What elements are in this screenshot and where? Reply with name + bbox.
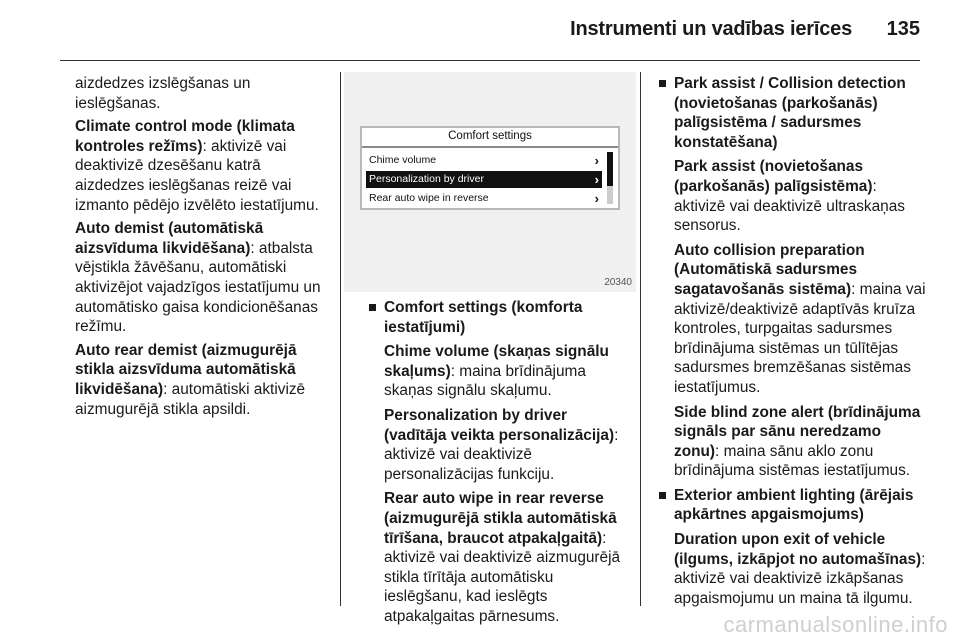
personalization-title: Personalization by driver (vadītāja veikta personalizācija) (384, 406, 615, 444)
rear-demist-text: : automātiski aktivizē aizmugurējā stikla apsildi. (75, 380, 306, 418)
header-divider (60, 60, 920, 61)
exterior-lighting-bullet (658, 486, 928, 525)
column-divider-2 (640, 72, 641, 606)
park-assist-title: Park assist (novietošanas (parkošanās) palīgsistēma) (674, 158, 873, 195)
chevron-right-icon: › (594, 172, 599, 187)
comfort-settings-figure (344, 72, 636, 292)
menu-item-rear-wipe (366, 190, 602, 207)
personalization-text: : aktivizē vai deaktivizē personalizācijas funkciju. (384, 426, 619, 483)
climate-text: : aktivizē vai deaktivizē dzesēšanu katrā aizdedzes ieslēgšanas reizē vai izmanto pēdējo izvēlēto iestatījumu. (75, 137, 319, 214)
bullet-square-icon (659, 492, 666, 499)
personalization-paragraph (368, 406, 628, 484)
comfort-settings-title: Comfort settings (komforta iestatījumi) (384, 299, 583, 336)
demist-title: Auto demist (automātiskā aizsvīduma likvidēšana) (75, 220, 264, 257)
chime-title: Chime volume (skaņas signālu skaļums) (384, 343, 609, 380)
park-assist-bullet (658, 74, 928, 152)
rear-wipe-title: Rear auto wipe in rear reverse (aizmugurējā stikla automātiskā tīrīšana, braucot atpakaļgaitā) (384, 490, 617, 547)
page-title: Instrumenti un vadības ierīces (570, 18, 852, 40)
menu-item-label: Chime volume (369, 154, 437, 166)
page-header (0, 0, 960, 62)
demist-text: : atbalsta vējstikla žāvēšanu, automātiski aktivizējot vajadzīgos iestatījumu un automātisko gaisa kondicionēšanas režīmu. (75, 239, 321, 336)
duration-title: Duration upon exit of vehicle (ilgums, izkāpjot no automašīnas) (674, 531, 922, 568)
screen-scrollbar (607, 152, 613, 204)
watermark: carmanualsonline.info (723, 612, 948, 637)
park-assist-paragraph (658, 157, 928, 235)
rear-demist-title: Auto rear demist (aizmugurējā stikla aizsvīduma automātiskā likvidēšana) (75, 341, 297, 398)
column-2 (368, 298, 628, 632)
menu-item-label: Personalization by driver (369, 173, 484, 185)
duration-paragraph (658, 530, 928, 608)
park-assist-text: : aktivizē vai deaktivizē ultraskaņas sensorus. (674, 177, 905, 235)
rear-wipe-text: : aktivizē vai deaktivizē aizmugurējā stikla tīrītāja automātisku ieslēgšanu, kad ieslēgts atpakaļgaitas pārnesums. (384, 529, 621, 625)
column-1 (75, 74, 333, 423)
rear-demist-paragraph (75, 341, 333, 419)
bullet-square-icon (369, 304, 376, 311)
rear-wipe-paragraph (368, 489, 628, 626)
page-number: 135 (886, 18, 920, 40)
bullet-square-icon (659, 80, 666, 87)
collision-paragraph (658, 241, 928, 398)
display-screen (360, 126, 620, 210)
climate-paragraph (75, 117, 333, 215)
menu-item-personalization (366, 171, 602, 188)
blind-zone-title: Side blind zone alert (brīdinājuma signāls par sānu neredzamo zonu) (674, 403, 921, 460)
comfort-settings-bullet (368, 298, 628, 337)
scrollbar-thumb (607, 152, 613, 186)
screen-title: Comfort settings (448, 130, 532, 142)
chime-text: : maina brīdinājuma skaņas signālu skaļumu. (384, 362, 586, 400)
blind-zone-text: : maina sānu aklo zonu brīdinājuma sistēmas iestatījumus. (674, 442, 911, 480)
column-divider-1 (340, 72, 341, 606)
duration-text: : aktivizē vai deaktivizē izkāpšanas apgaismojumu un maina tā ilgumu. (674, 550, 926, 607)
collision-title: Auto collision preparation (Automātiskā sadursmes sagatavošanās sistēma) (674, 241, 865, 298)
blind-zone-paragraph (658, 403, 928, 481)
menu-item-chime-volume (366, 152, 602, 169)
park-assist-bullet-title: Park assist / Collision detection (novietošanas (parkošanās) palīgsistēma / sadursmes konstatēšana) (674, 75, 906, 151)
demist-paragraph (75, 219, 333, 337)
climate-title: Climate control mode (klimata kontroles režīms) (75, 118, 295, 155)
figure-code: 20340 (604, 277, 632, 288)
chime-paragraph (368, 342, 628, 401)
menu-item-label: Rear auto wipe in reverse (369, 192, 489, 204)
screen-title-divider (362, 146, 618, 148)
exterior-lighting-title: Exterior ambient lighting (ārējais apkārtnes apgaismojums) (674, 486, 914, 524)
chevron-right-icon: › (594, 191, 599, 206)
collision-text: : maina vai aktivizē/deaktivizē adaptīvās kruīza kontroles, turpgaitas sadursmes brīdinājuma sistēmas un tūlītējas sadursmes bremzēšanas sistēmas iestatījumus. (674, 280, 926, 396)
chevron-right-icon: › (594, 153, 599, 168)
column-3 (658, 74, 928, 613)
intro-text: aizdedzes izslēgšanas un ieslēgšanas. (75, 75, 251, 112)
